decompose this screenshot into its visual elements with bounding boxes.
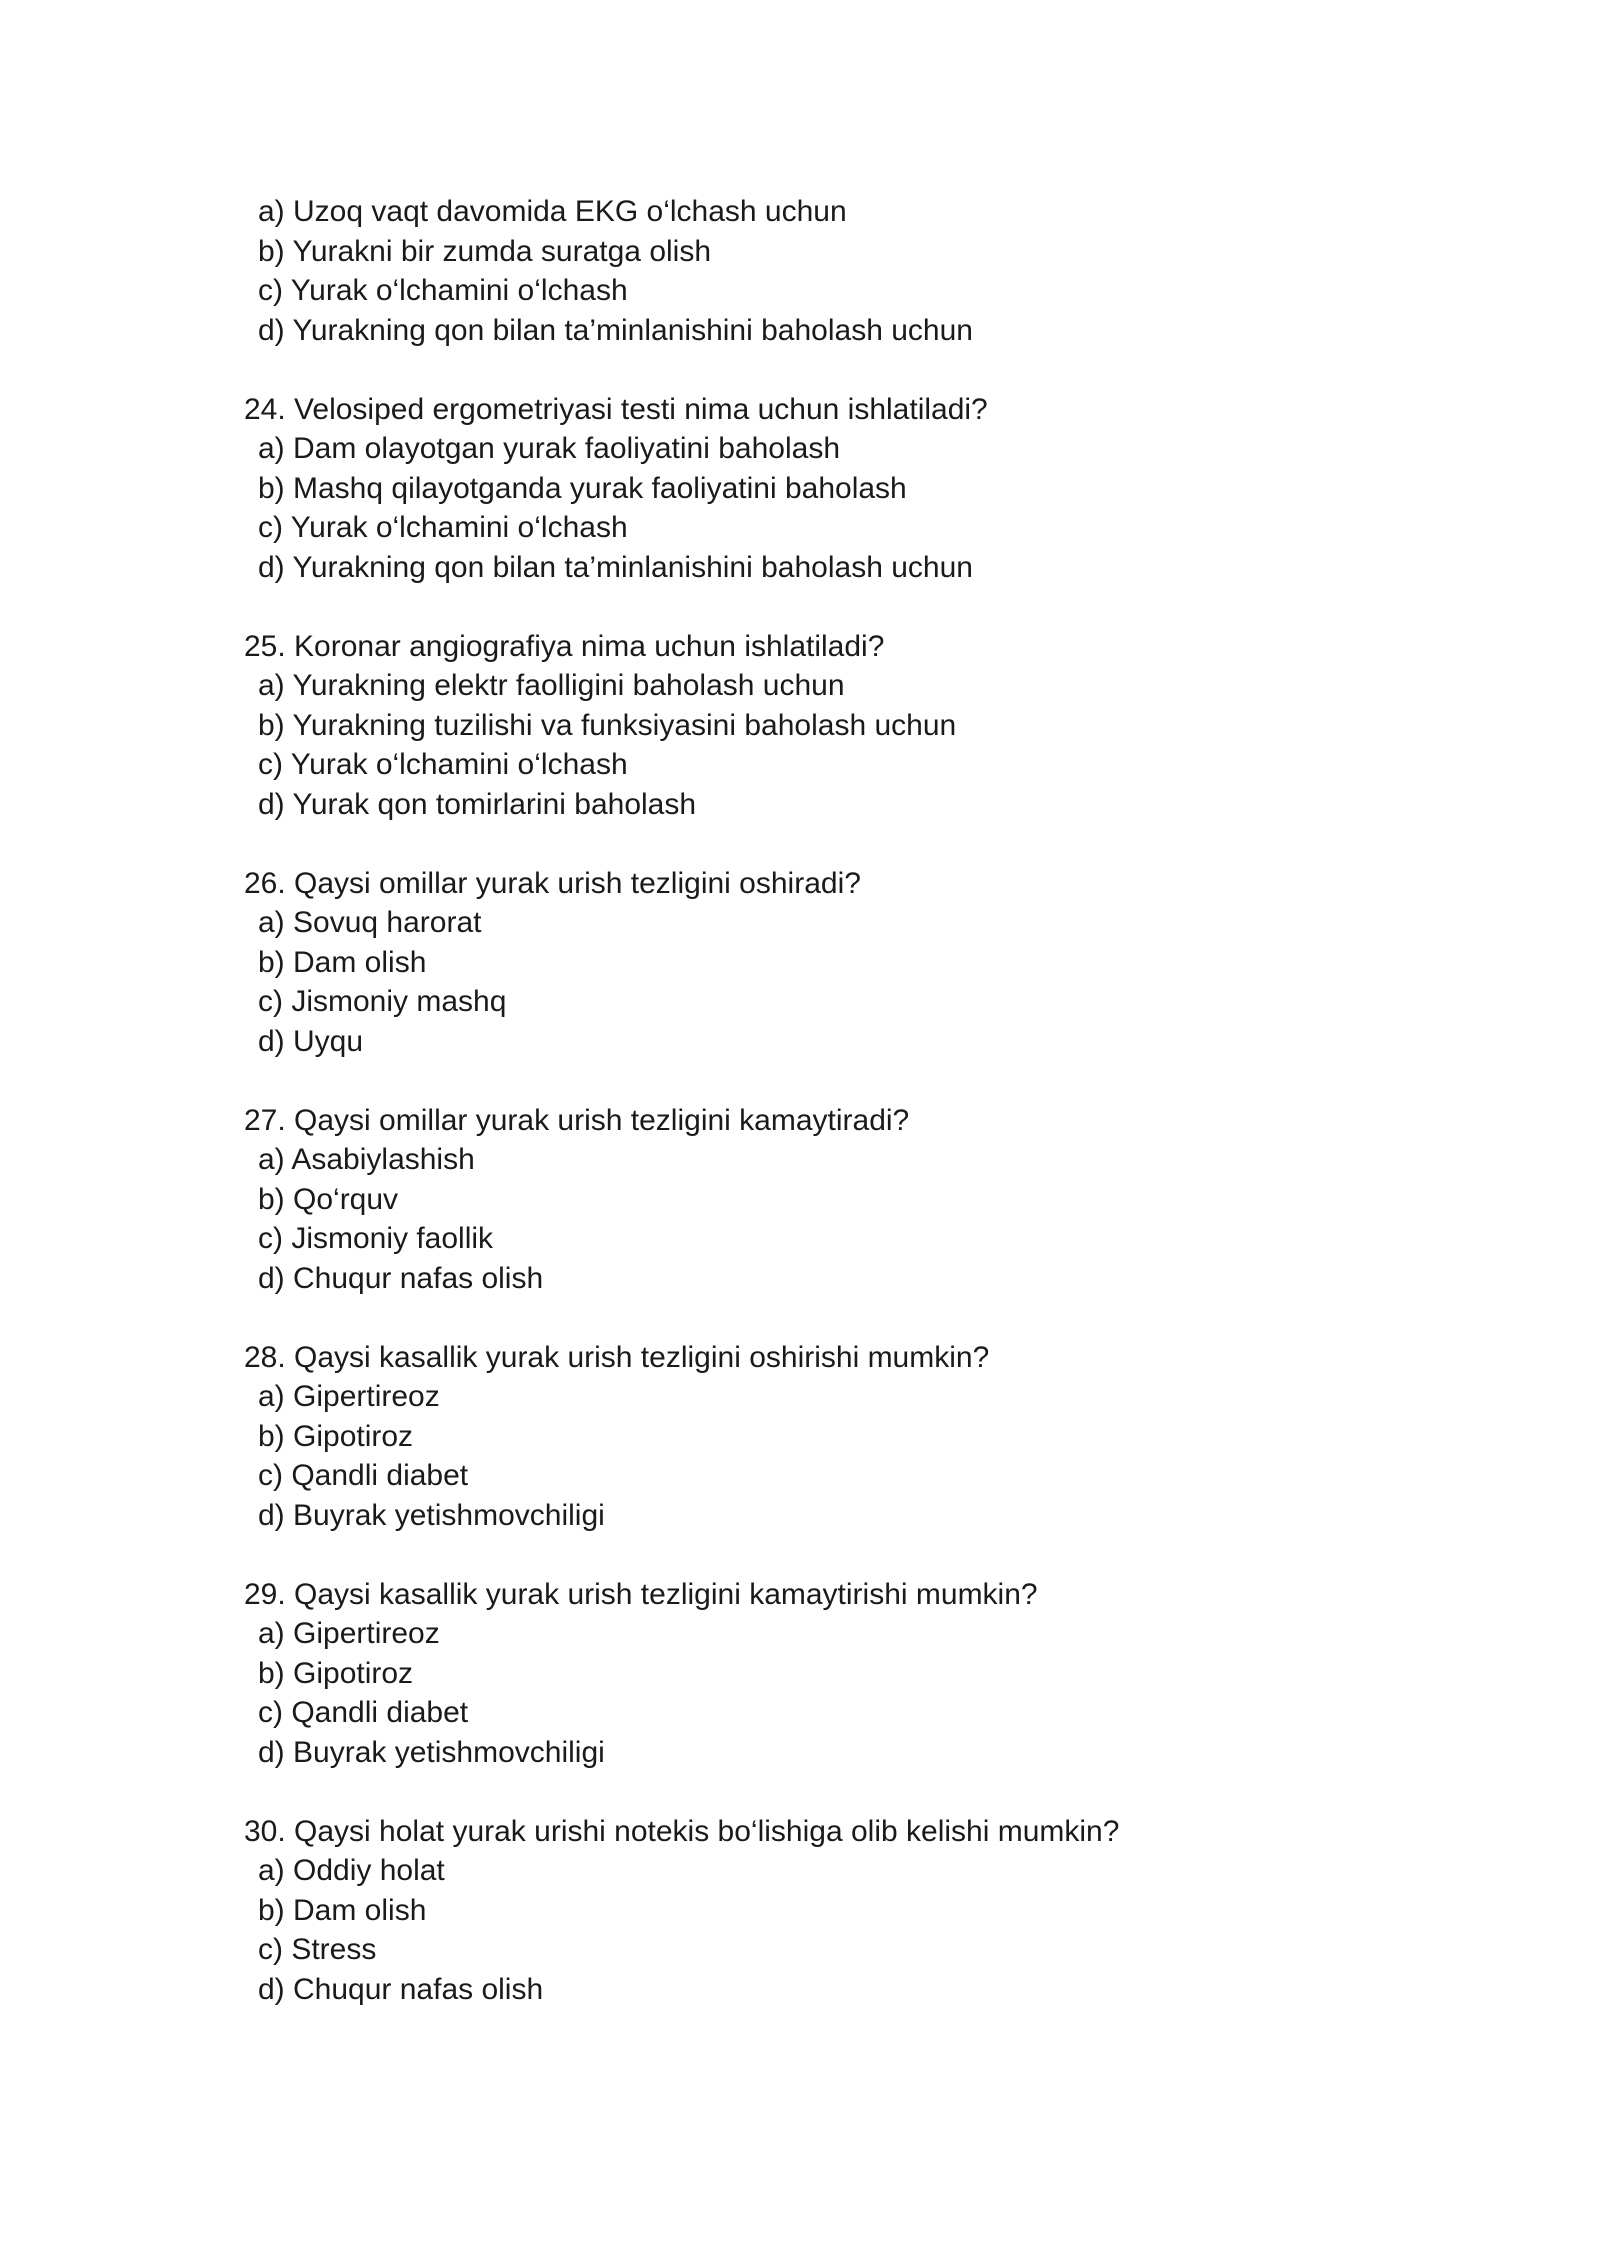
answer-option: a) Gipertireoz: [258, 1380, 440, 1413]
answer-option: a) Asabiylashish: [258, 1143, 475, 1176]
question-block-28: [244, 1338, 1444, 1536]
answer-option: c) Jismoniy faollik: [258, 1222, 494, 1255]
answer-option: c) Stress: [258, 1933, 377, 1966]
answer-option: b) Dam olish: [258, 1893, 427, 1927]
answer-option: c) Yurak o‘lchamini o‘lchash: [258, 511, 628, 544]
answer-option: c) Qandli diabet: [258, 1459, 469, 1492]
answer-option: c) Qandli diabet: [258, 1696, 469, 1729]
answer-option: a) Yurakning elektr faolligini baholash uchun: [258, 669, 845, 702]
answer-option: b) Dam olish: [258, 945, 427, 979]
answer-option: a) Dam olayotgan yurak faoliyatini baholash: [258, 432, 840, 465]
question-block-24: [244, 390, 1444, 588]
question-block-29: [244, 1575, 1444, 1773]
answer-option: d) Chuqur nafas olish: [258, 1261, 544, 1295]
question-text: 29. Qaysi kasallik yurak urish tezligini kamaytirishi mumkin?: [244, 1577, 1038, 1611]
answer-option: a) Gipertireoz: [258, 1617, 440, 1650]
question-text: 30. Qaysi holat yurak urishi notekis bo‘lishiga olib kelishi mumkin?: [244, 1814, 1120, 1848]
answer-option: d) Chuqur nafas olish: [258, 1972, 544, 2006]
answer-option: b) Qo‘rquv: [258, 1182, 399, 1216]
answer-option: d) Buyrak yetishmovchiligi: [258, 1498, 605, 1532]
answer-option: b) Yurakning tuzilishi va funksiyasini baholash uchun: [258, 708, 957, 742]
answer-option: a) Sovuq harorat: [258, 906, 482, 939]
answer-option: b) Mashq qilayotganda yurak faoliyatini baholash: [258, 471, 907, 505]
question-block-27: [244, 1101, 1444, 1299]
answer-option: b) Gipotiroz: [258, 1419, 414, 1453]
answer-option: b) Gipotiroz: [258, 1656, 414, 1690]
question-list: [244, 192, 1444, 2049]
answer-option: d) Buyrak yetishmovchiligi: [258, 1735, 605, 1769]
answer-option: d) Yurakning qon bilan ta’minlanishini baholash uchun: [258, 550, 973, 584]
answer-option: a) Oddiy holat: [258, 1854, 445, 1887]
answer-option: d) Yurak qon tomirlarini baholash: [258, 787, 697, 821]
intro-options-block: [244, 192, 1444, 350]
question-block-25: [244, 627, 1444, 825]
answer-option: c) Jismoniy mashq: [258, 985, 507, 1018]
question-text: 26. Qaysi omillar yurak urish tezligini oshiradi?: [244, 866, 861, 900]
answer-option: c) Yurak o‘lchamini o‘lchash: [258, 274, 628, 307]
answer-option: b) Yurakni bir zumda suratga olish: [258, 234, 712, 268]
question-text: 24. Velosiped ergometriyasi testi nima uchun ishlatiladi?: [244, 392, 988, 426]
question-block-26: [244, 864, 1444, 1062]
answer-option: c) Yurak o‘lchamini o‘lchash: [258, 748, 628, 781]
question-block-30: [244, 1812, 1444, 2010]
answer-option: a) Uzoq vaqt davomida EKG o‘lchash uchun: [258, 195, 847, 228]
question-text: 27. Qaysi omillar yurak urish tezligini kamaytiradi?: [244, 1103, 910, 1137]
answer-option: d) Yurakning qon bilan ta’minlanishini baholash uchun: [258, 313, 973, 347]
answer-option: d) Uyqu: [258, 1024, 364, 1058]
question-text: 25. Koronar angiografiya nima uchun ishlatiladi?: [244, 629, 885, 663]
question-text: 28. Qaysi kasallik yurak urish tezligini oshirishi mumkin?: [244, 1340, 990, 1374]
